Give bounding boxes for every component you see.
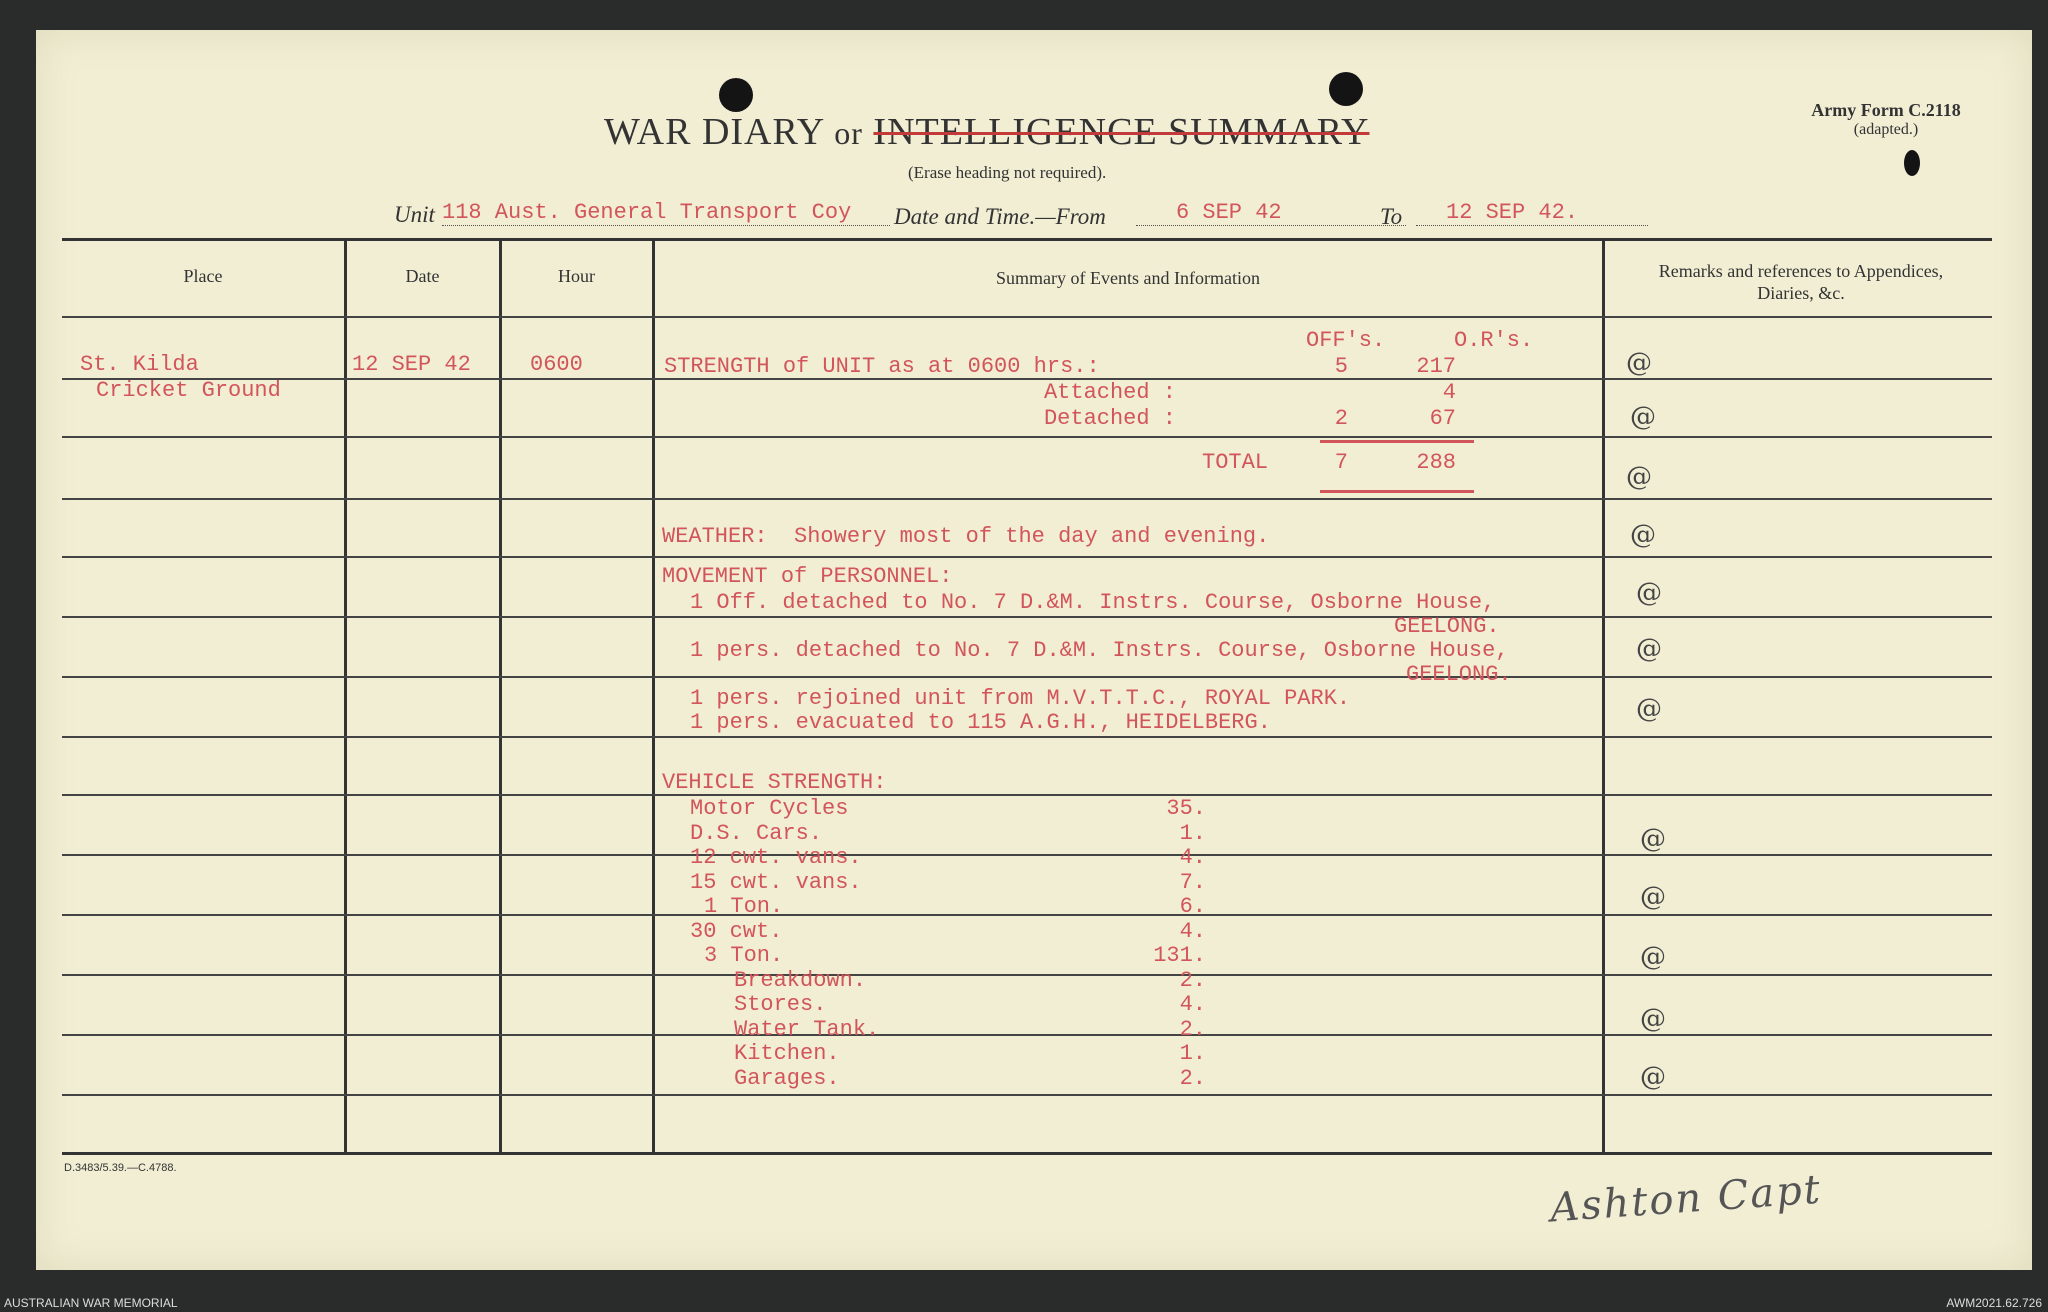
weather-entry: WEATHER: Showery most of the day and evening. bbox=[662, 524, 1270, 549]
rule bbox=[62, 1034, 1992, 1036]
punch-hole bbox=[719, 78, 753, 112]
initial-mark-icon: @ bbox=[1630, 402, 1656, 432]
movement-line-1: 1 Off. detached to No. 7 D.&M. Instrs. Course, Osborne House, bbox=[690, 590, 1496, 615]
initial-mark-icon: @ bbox=[1626, 348, 1652, 378]
col-header-hour: Hour bbox=[558, 266, 595, 286]
form-code: D.3483/5.39.—C.4788. bbox=[64, 1162, 177, 1174]
date-time-label: Date and Time.—From bbox=[894, 204, 1106, 229]
vehicle-count: 1. bbox=[1179, 1041, 1206, 1066]
rule bbox=[62, 556, 1992, 558]
movement-line-2: 1 pers. detached to No. 7 D.&M. Instrs. Course, Osborne House, bbox=[690, 638, 1509, 663]
vehicle-count: 4. bbox=[1179, 845, 1206, 870]
rule bbox=[62, 736, 1992, 738]
total-ors: 288 bbox=[1416, 450, 1456, 475]
attached-label: Attached : bbox=[1043, 380, 1176, 405]
initial-mark-icon: @ bbox=[1640, 1004, 1666, 1034]
rule bbox=[62, 914, 1992, 916]
vehicle-count: 4. bbox=[1179, 918, 1206, 944]
initial-mark-icon: @ bbox=[1640, 1062, 1666, 1092]
vehicle-count: 6. bbox=[1179, 894, 1206, 919]
rule bbox=[62, 436, 1992, 438]
initial-mark-icon: @ bbox=[1636, 634, 1662, 664]
total-rule-top bbox=[1320, 440, 1474, 443]
punch-hole bbox=[1329, 72, 1363, 106]
attached-ors: 4 bbox=[1442, 380, 1456, 405]
initial-mark-icon: @ bbox=[1636, 694, 1662, 724]
entry-hour: 0600 bbox=[530, 352, 583, 377]
unit-value: 118 Aust. General Transport Coy bbox=[442, 200, 890, 226]
vehicle-type: Kitchen. bbox=[734, 1041, 840, 1066]
vehicle-count: 35. bbox=[1166, 796, 1206, 821]
col-header-place: Place bbox=[183, 266, 223, 286]
movement-title: MOVEMENT of PERSONNEL: bbox=[662, 564, 953, 589]
place-line-1: St. Kilda bbox=[80, 352, 199, 377]
initial-mark-icon: @ bbox=[1626, 462, 1652, 492]
total-label: TOTAL bbox=[1202, 450, 1269, 475]
army-form-label: Army Form C.2118 (adapted.) bbox=[1811, 100, 1961, 138]
offs-header: OFF's. bbox=[1306, 328, 1386, 353]
vehicle-type: Breakdown. bbox=[734, 967, 867, 993]
from-date: 6 SEP 42 bbox=[1136, 200, 1406, 226]
to-date: 12 SEP 42. bbox=[1416, 200, 1648, 226]
to-label: To bbox=[1380, 204, 1403, 229]
vehicle-type: Stores. bbox=[734, 992, 827, 1017]
rule bbox=[62, 974, 1992, 976]
vehicle-type: Motor Cycles bbox=[690, 796, 849, 821]
initial-mark-icon: @ bbox=[1640, 882, 1666, 912]
vehicle-count: 2. bbox=[1179, 967, 1206, 993]
vehicle-count: 131. bbox=[1153, 943, 1206, 968]
vehicle-count: 2. bbox=[1179, 1016, 1206, 1042]
place-line-2: Cricket Ground bbox=[96, 378, 281, 403]
rule bbox=[62, 498, 1992, 500]
vehicle-title: VEHICLE STRENGTH: bbox=[662, 770, 887, 795]
punch-hole bbox=[1904, 150, 1920, 176]
vehicle-type: 1 Ton. bbox=[704, 894, 784, 919]
vehicle-type: Garages. bbox=[734, 1065, 840, 1091]
vehicle-type: 3 Ton. bbox=[704, 943, 784, 968]
rule bbox=[62, 794, 1992, 796]
rule bbox=[62, 616, 1992, 618]
initial-mark-icon: @ bbox=[1640, 824, 1666, 854]
total-rule-bottom bbox=[1320, 490, 1474, 493]
vehicle-count: 7. bbox=[1179, 869, 1206, 895]
vehicle-type: 12 cwt. vans. bbox=[690, 845, 862, 870]
form-title: WAR DIARY or INTELLIGENCE SUMMARY bbox=[604, 111, 1370, 153]
signature: Ashton Capt bbox=[1548, 1166, 1824, 1232]
vehicle-type: 15 cwt. vans. bbox=[690, 869, 862, 895]
initial-mark-icon: @ bbox=[1636, 578, 1662, 608]
vehicle-count: 4. bbox=[1179, 992, 1206, 1017]
col-header-remarks: Remarks and references to Appendices, Diaries, &c. bbox=[1658, 261, 1944, 303]
table-top-rule bbox=[62, 238, 1992, 241]
detached-ors: 67 bbox=[1429, 406, 1456, 431]
initial-mark-icon: @ bbox=[1640, 942, 1666, 972]
vehicle-count: 1. bbox=[1179, 820, 1206, 846]
col-header-date: Date bbox=[405, 266, 440, 286]
rule bbox=[62, 676, 1992, 678]
vehicle-type: 30 cwt. bbox=[690, 918, 783, 944]
footer-accession: AWM2021.62.726 bbox=[1946, 1296, 2042, 1310]
vehicle-type: D.S. Cars. bbox=[690, 820, 823, 846]
strength-ors: 217 bbox=[1416, 354, 1456, 379]
vehicle-count: 2. bbox=[1179, 1065, 1206, 1091]
vehicle-type: Water Tank. bbox=[734, 1016, 880, 1042]
footer-institution: AUSTRALIAN WAR MEMORIAL bbox=[4, 1296, 178, 1310]
movement-line-2b: GEELONG. bbox=[1406, 662, 1512, 687]
initial-mark-icon: @ bbox=[1630, 520, 1656, 550]
unit-label: Unit bbox=[394, 202, 435, 227]
movement-line-4: 1 pers. evacuated to 115 A.G.H., HEIDELBERG. bbox=[690, 710, 1271, 735]
detached-label: Detached : bbox=[1043, 406, 1176, 431]
total-offs: 7 bbox=[1334, 450, 1348, 475]
ors-header: O.R's. bbox=[1454, 328, 1534, 353]
erase-note: (Erase heading not required). bbox=[908, 163, 1107, 182]
rule bbox=[62, 1094, 1992, 1096]
movement-line-3: 1 pers. rejoined unit from M.V.T.T.C., ROYAL PARK. bbox=[690, 686, 1351, 711]
rule bbox=[62, 854, 1992, 856]
entry-date: 12 SEP 42 bbox=[352, 352, 471, 377]
movement-line-1b: GEELONG. bbox=[1394, 614, 1500, 639]
detached-offs: 2 bbox=[1334, 406, 1348, 431]
strength-title: STRENGTH of UNIT as at 0600 hrs.: bbox=[664, 354, 1100, 379]
diary-page bbox=[36, 30, 2032, 1270]
table-bottom-rule bbox=[62, 1152, 1992, 1155]
strength-offs: 5 bbox=[1334, 354, 1348, 379]
col-header-summary: Summary of Events and Information bbox=[996, 268, 1260, 288]
rule bbox=[62, 316, 1992, 318]
